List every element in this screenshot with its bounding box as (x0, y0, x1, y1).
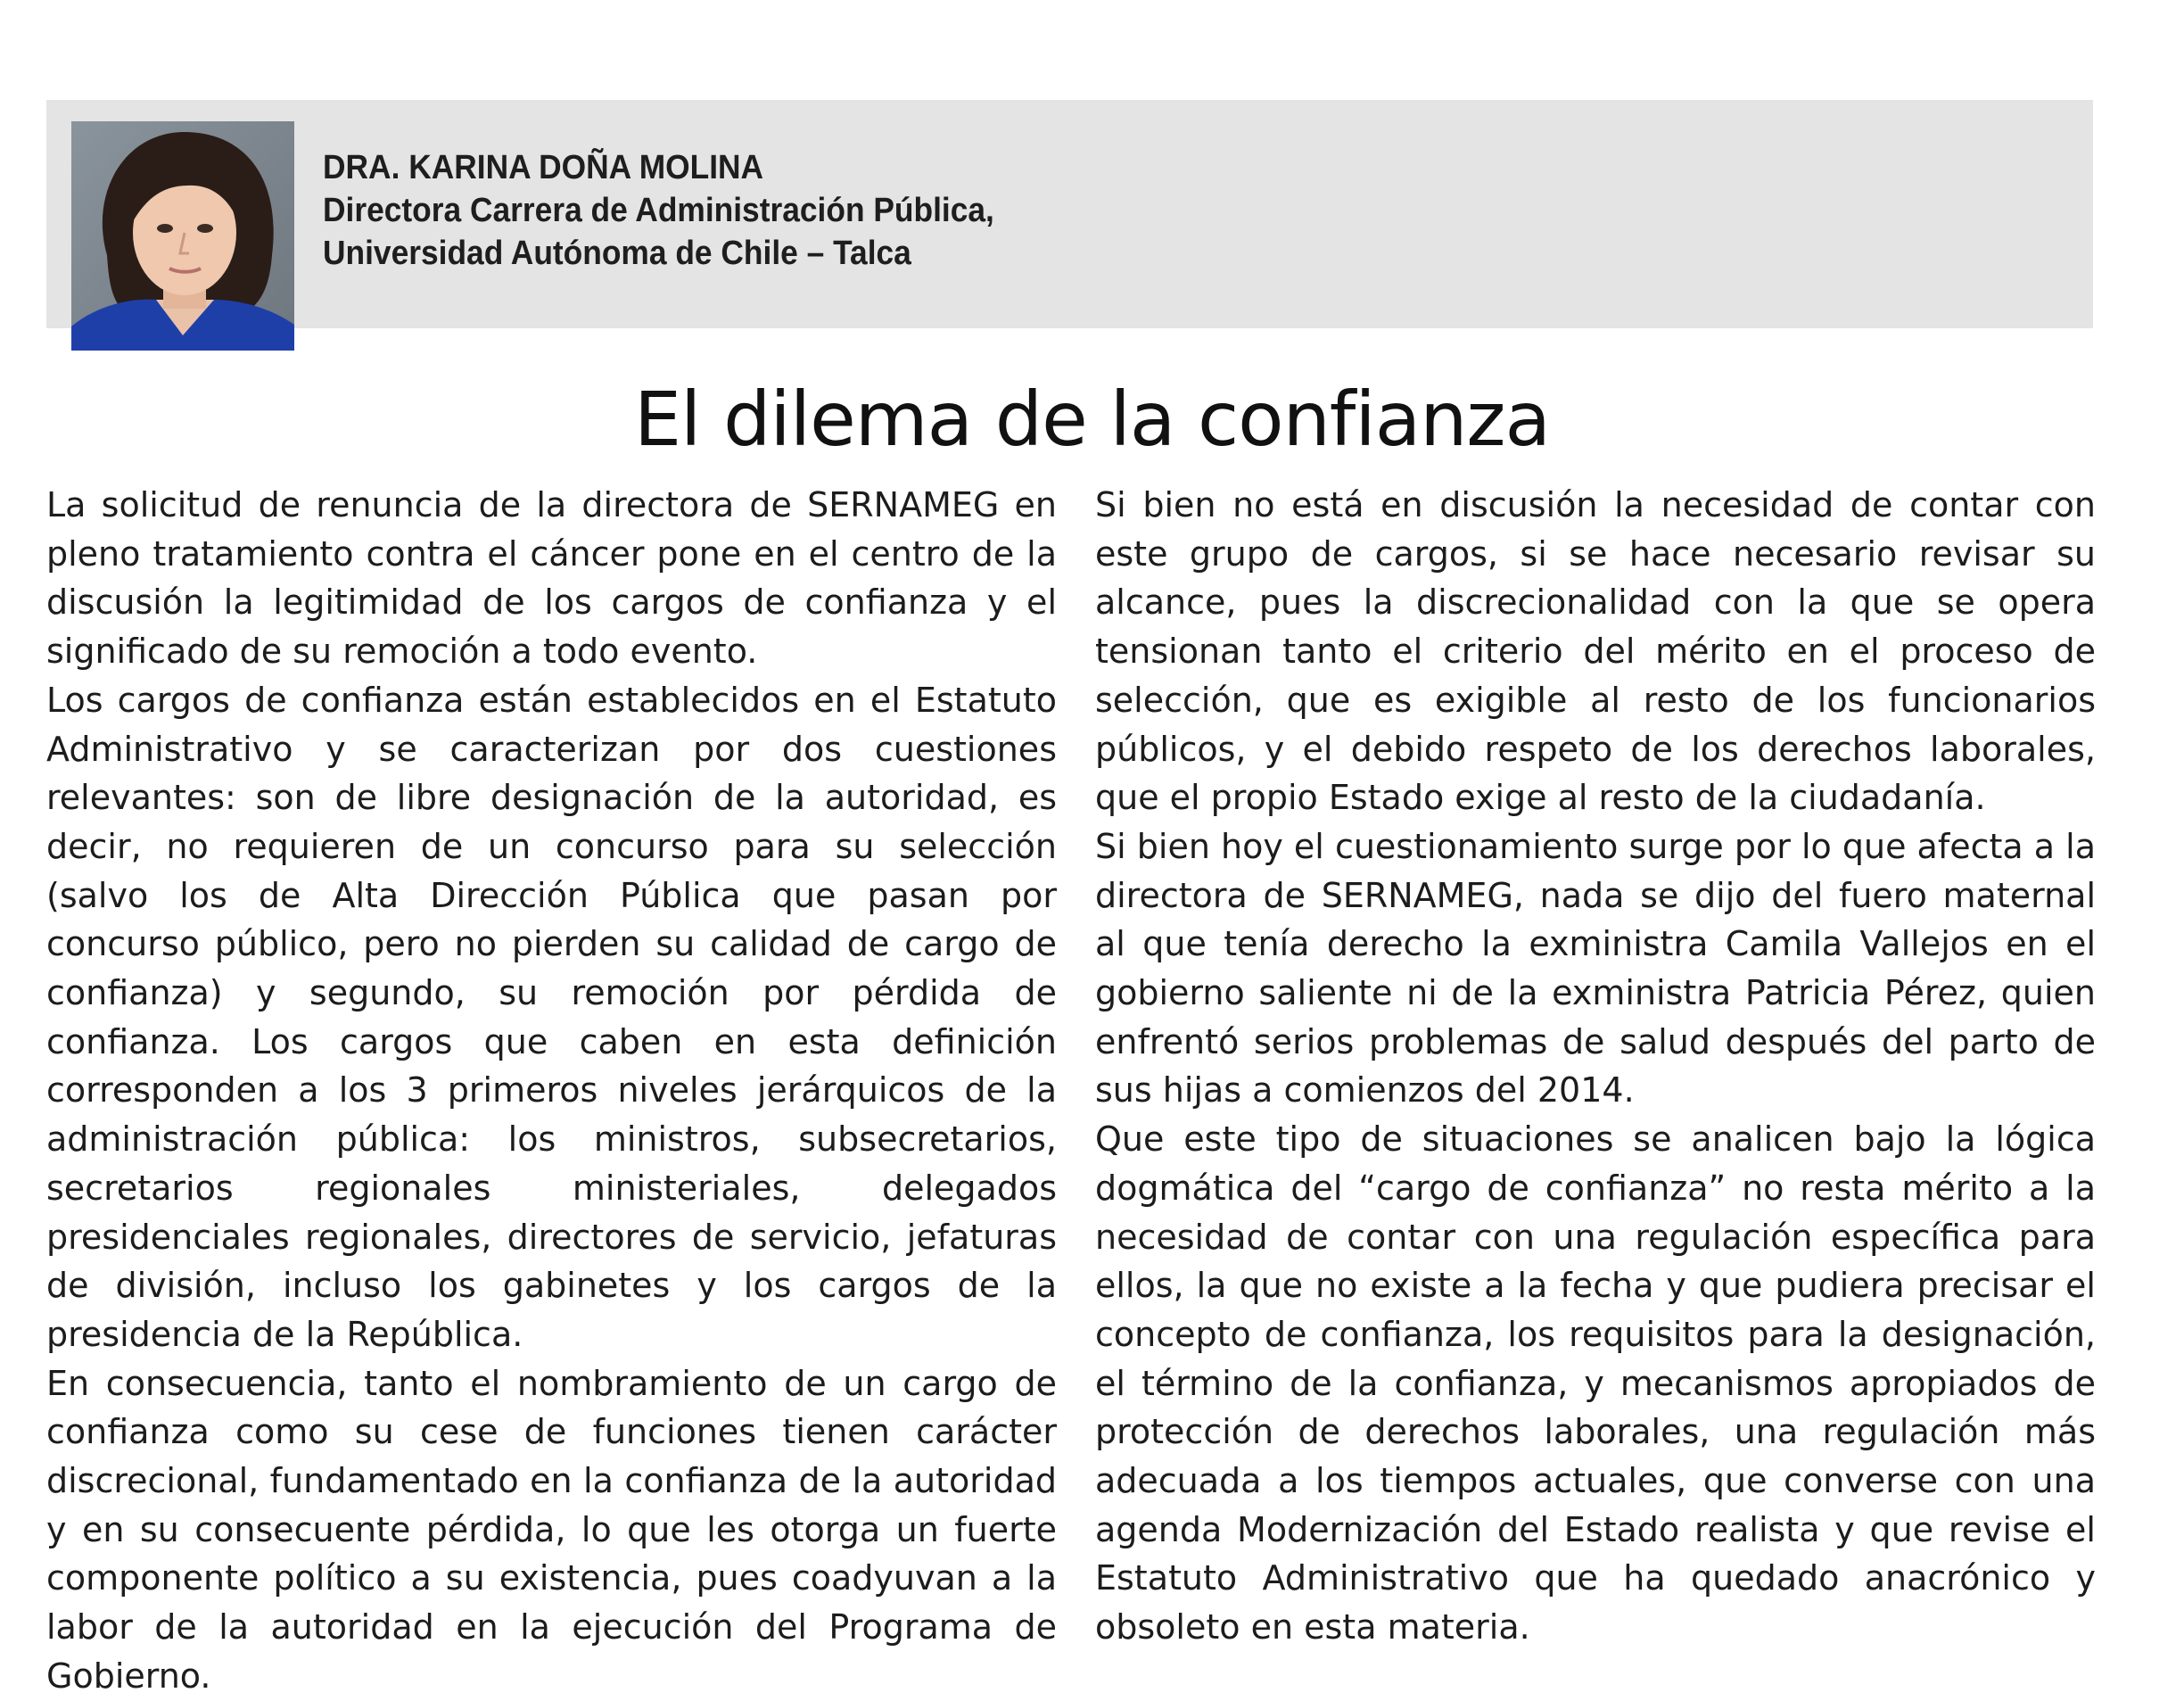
paragraph: Si bien hoy el cuestionamiento surge por lo que afecta a la directora de SERNAMEG, nada se dijo del fuero maternal al que tenía derecho la exministra Camila Vallejos en el gobierno saliente ni de la exministra Patricia Pérez, quien enfrentó serios problemas de salud después del parto de sus hijas a comienzos del 2014. (1095, 826, 2096, 1111)
author-affiliation: Universidad Autónoma de Chile – Talca (323, 235, 911, 272)
article-column-left (46, 481, 1057, 1701)
paragraph: En consecuencia, tanto el nombramiento de un cargo de confianza como su cese de funciones tienen carácter discrecional, fundamentado en la confianza de la autoridad y en su consecuente pérdida, lo que les otorga un fuerte componente político a su existencia, pues coadyuvan a la labor de la autoridad en la ejecución del Programa de Gobierno. (46, 1363, 1057, 1696)
author-photo (71, 121, 294, 351)
article-title: El dilema de la confianza (633, 376, 1550, 463)
paragraph: Que este tipo de situaciones se analicen bajo la lógica dogmática del “cargo de confianza” no resta mérito a la necesidad de contar con una regulación específica para ellos, la que no existe a la fecha y que pudiera precisar el concepto de confianza, los requisitos para la designación, el término de la confianza, y mecanismos apropiados de protección de derechos laborales, una regulación más adecuada a los tiempos actuales, que converse con una agenda Modernización del Estado realista y que revise el Estatuto Administrativo que ha quedado anacrónico y obsoleto en esta materia. (1095, 1119, 2096, 1647)
author-byline (323, 146, 1045, 275)
author-name: DRA. KARINA DOÑA MOLINA (323, 149, 764, 186)
paragraph: La solicitud de renuncia de la directora de SERNAMEG en pleno tratamiento contra el cáncer pone en el centro de la discusión la legitimidad de los cargos de confianza y el significado de su remoción a todo evento. (46, 485, 1057, 672)
portrait-icon (71, 121, 294, 351)
article-column-right (1095, 481, 2096, 1652)
paragraph: Los cargos de confianza están establecidos en el Estatuto Administrativo y se caracterizan por dos cuestiones relevantes: son de libre designación de la autoridad, es decir, no requieren de un concurso para su selección (salvo los de Alta Dirección Pública que pasan por concurso público, pero no pierden su calidad de cargo de confianza) y segundo, su remoción por pérdida de confianza. Los cargos que caben en esta definición corresponden a los 3 primeros niveles jerárquicos de la administración pública: los ministros, subsecretarios, secretarios regionales ministeriales, delegados presidenciales regionales, directores de servicio, jefaturas de división, incluso los gabinetes y los cargos de la presidencia de la República. (46, 680, 1057, 1354)
author-role: Directora Carrera de Administración Pública, (323, 192, 994, 229)
paragraph: Si bien no está en discusión la necesidad de contar con este grupo de cargos, si se hace necesario revisar su alcance, pues la discrecionalidad con la que se opera tensionan tanto el criterio del mérito en el proceso de selección, que es exigible al resto de los funcionarios públicos, y el debido respeto de los derechos laborales, que el propio Estado exige al resto de la ciudadanía. (1095, 485, 2096, 818)
